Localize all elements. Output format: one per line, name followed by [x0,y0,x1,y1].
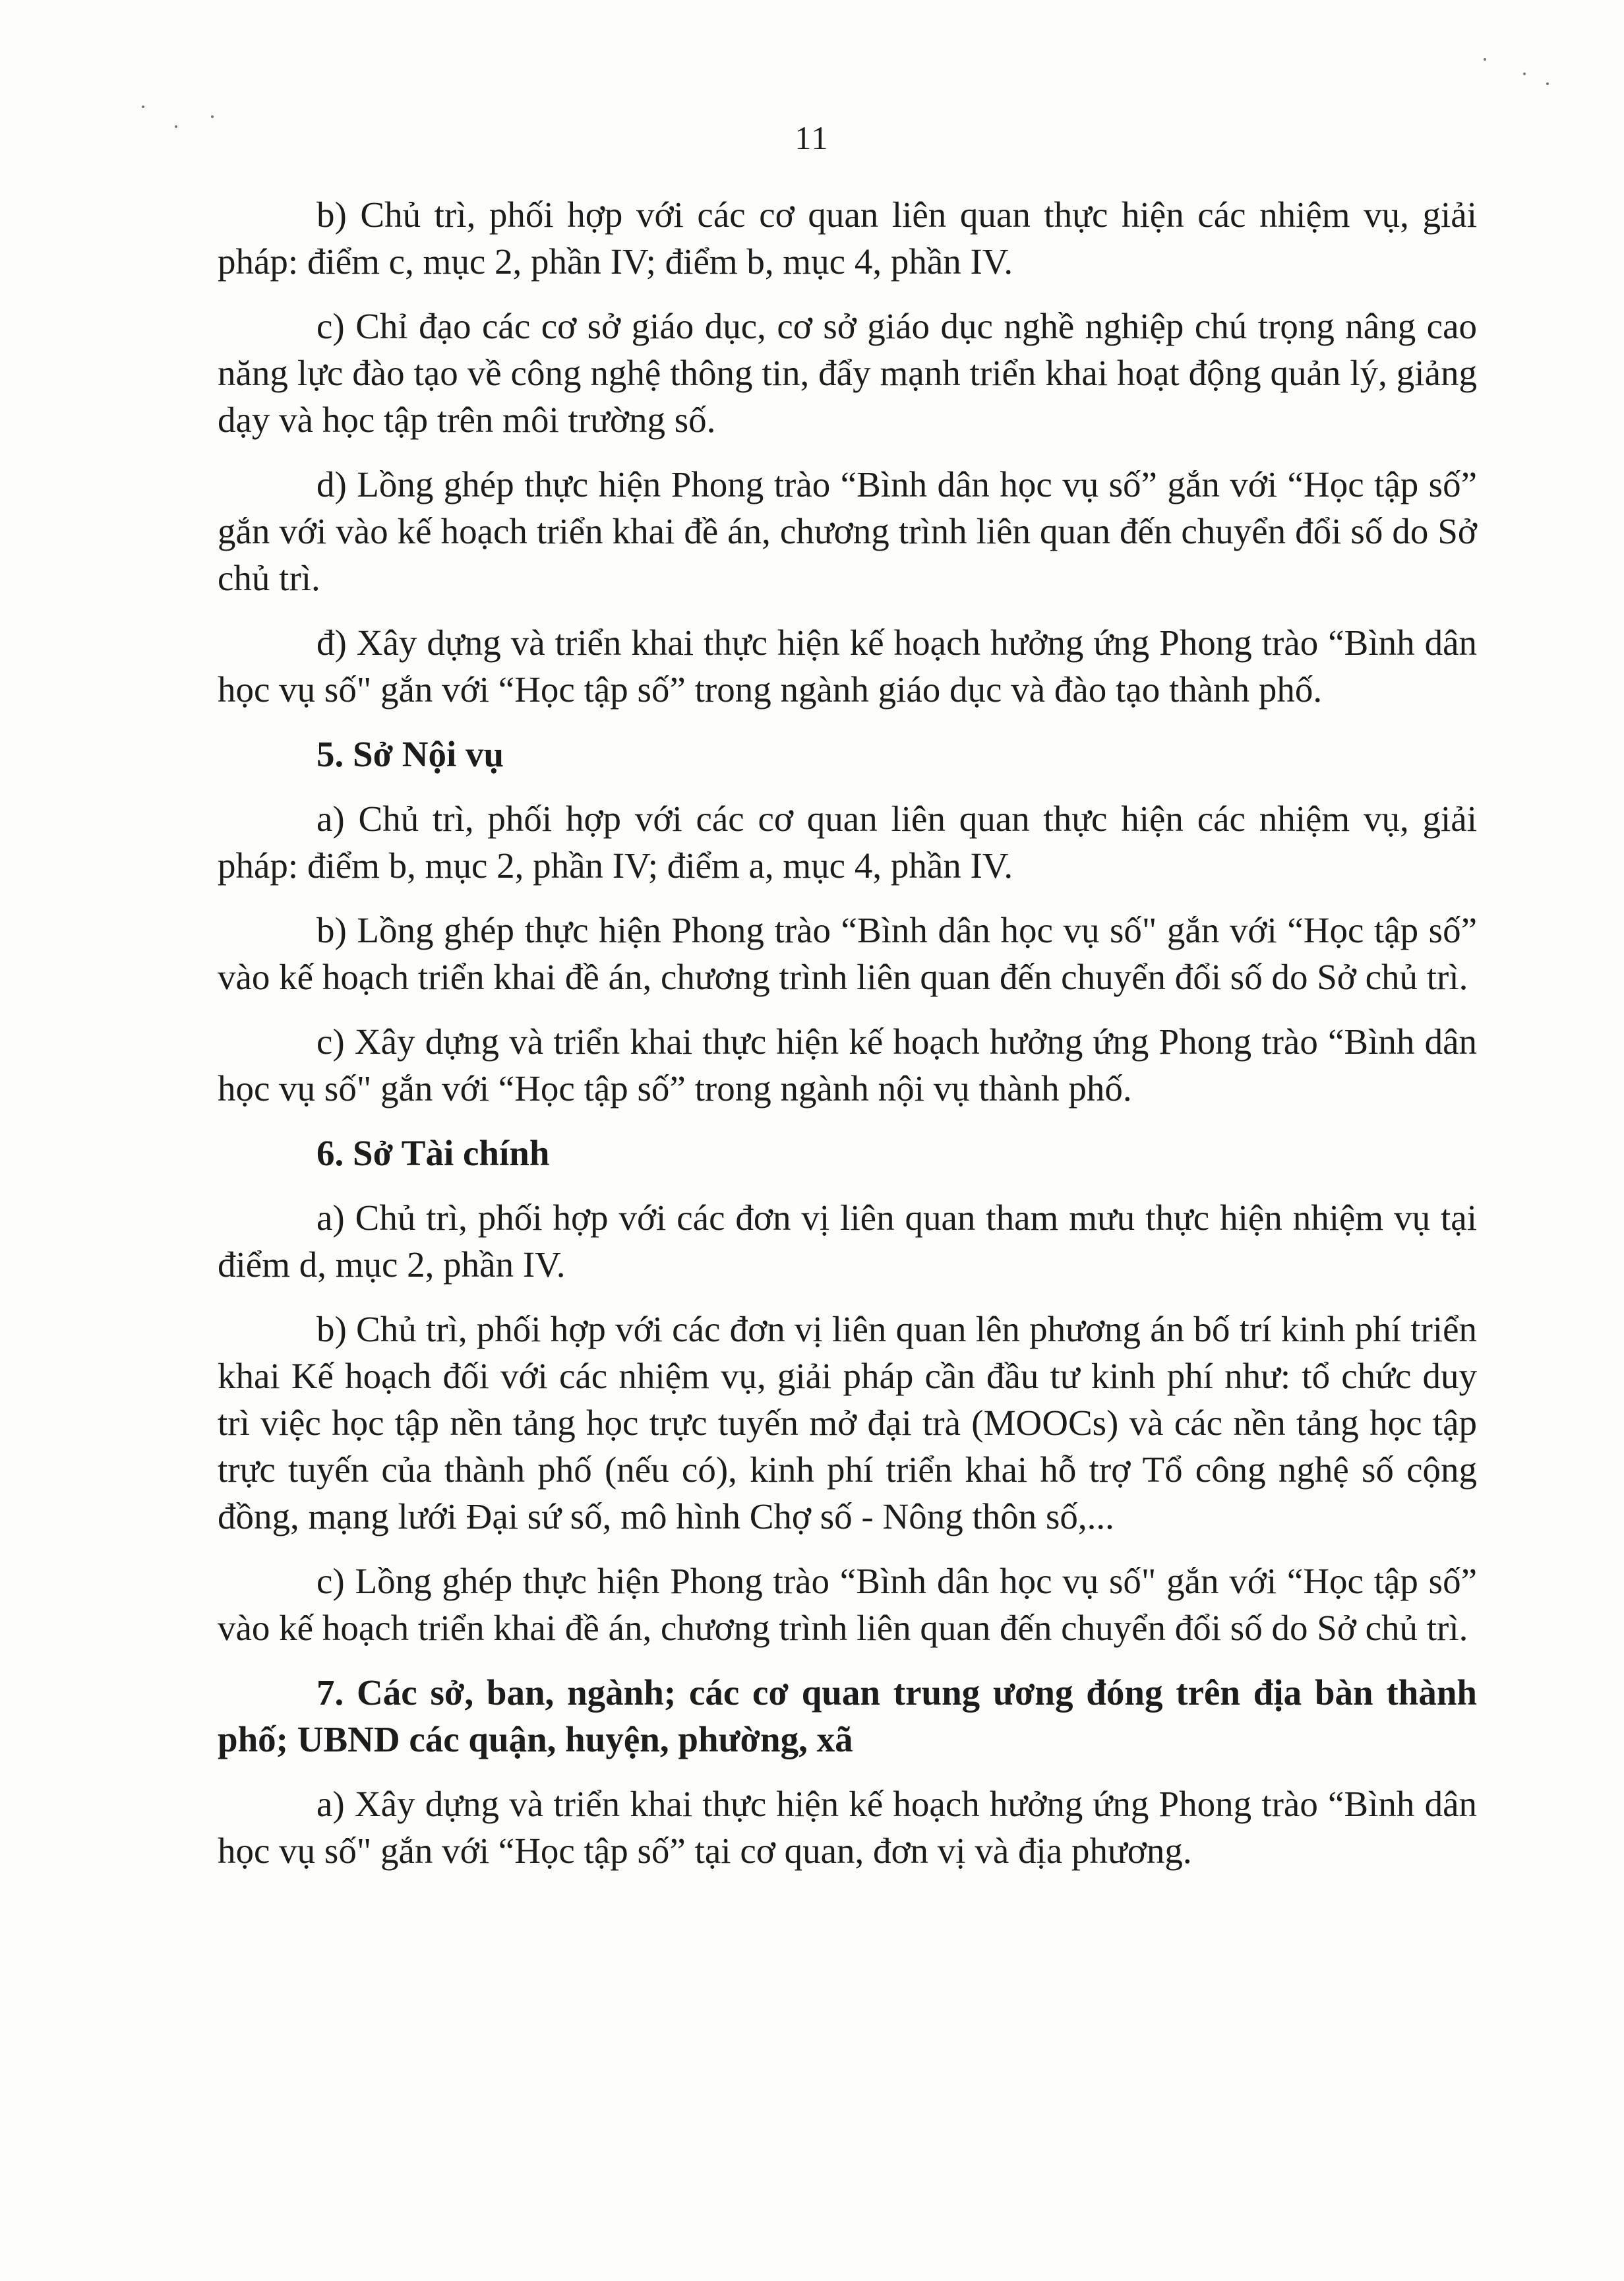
scan-speck [175,125,177,128]
section-heading-5: 5. Sở Nội vụ [316,734,504,774]
scan-speck [211,115,214,118]
paragraph-6a: a) Chủ trì, phối hợp với các đơn vị liên quan tham mưu thực hiện nhiệm vụ tại điểm d, mục 2, phần IV. [218,1198,1477,1285]
paragraph-4dd: đ) Xây dựng và triển khai thực hiện kế hoạch hưởng ứng Phong trào “Bình dân học vụ số" gắn với “Học tập số” trong ngành giáo dục và đào tạo thành phố. [218,623,1477,710]
paragraph-5c: c) Xây dựng và triển khai thực hiện kế hoạch hưởng ứng Phong trào “Bình dân học vụ số" gắn với “Học tập số” trong ngành nội vụ thành phố. [218,1021,1477,1109]
page-number: 11 [795,119,829,156]
scan-speck [142,106,144,108]
scan-speck [1484,58,1486,61]
paragraph-5b: b) Lồng ghép thực hiện Phong trào “Bình dân học vụ số" gắn với “Học tập số” vào kế hoạch triển khai đề án, chương trình liên quan đến chuyển đổi số do Sở chủ trì. [218,910,1477,997]
paragraph-4b: b) Chủ trì, phối hợp với các cơ quan liên quan thực hiện các nhiệm vụ, giải pháp: điểm c, mục 2, phần IV; điểm b, mục 4, phần IV. [218,195,1477,282]
section-heading-7: 7. Các sở, ban, ngành; các cơ quan trung ương đóng trên địa bàn thành phố; UBND các quận, huyện, phường, xã [218,1672,1477,1759]
paragraph-5a: a) Chủ trì, phối hợp với các cơ quan liên quan thực hiện các nhiệm vụ, giải pháp: điểm b, mục 2, phần IV; điểm a, mục 4, phần IV. [218,799,1477,886]
document-body [218,191,1477,1892]
paragraph-7a: a) Xây dựng và triển khai thực hiện kế hoạch hưởng ứng Phong trào “Bình dân học vụ số" gắn với “Học tập số” tại cơ quan, đơn vị và địa phương. [218,1784,1477,1871]
paragraph-6c: c) Lồng ghép thực hiện Phong trào “Bình dân học vụ số" gắn với “Học tập số” vào kế hoạch triển khai đề án, chương trình liên quan đến chuyển đổi số do Sở chủ trì. [218,1561,1477,1648]
section-heading-6: 6. Sở Tài chính [316,1133,550,1173]
paragraph-6b: b) Chủ trì, phối hợp với các đơn vị liên quan lên phương án bố trí kinh phí triển khai Kế hoạch đối với các nhiệm vụ, giải pháp cần đầu tư kinh phí như: tổ chức duy trì việc học tập nền tảng học trực tuyến mở đại trà (MOOCs) và các nền tảng học tập trực tuyến của thành phố (nếu có), kinh phí triển khai hỗ trợ Tổ công nghệ số cộng đồng, mạng lưới Đại sứ số, mô hình Chợ số - Nông thôn số,... [218,1309,1477,1536]
paragraph-4c: c) Chỉ đạo các cơ sở giáo dục, cơ sở giáo dục nghề nghiệp chú trọng nâng cao năng lực đào tạo về công nghệ thông tin, đẩy mạnh triển khai hoạt động quản lý, giảng dạy và học tập trên môi trường số. [218,306,1477,440]
scan-speck [1546,82,1549,85]
paragraph-4d: d) Lồng ghép thực hiện Phong trào “Bình dân học vụ số” gắn với “Học tập số” gắn với vào kế hoạch triển khai đề án, chương trình liên quan đến chuyển đổi số do Sở chủ trì. [218,464,1477,598]
scan-speck [1523,73,1526,75]
